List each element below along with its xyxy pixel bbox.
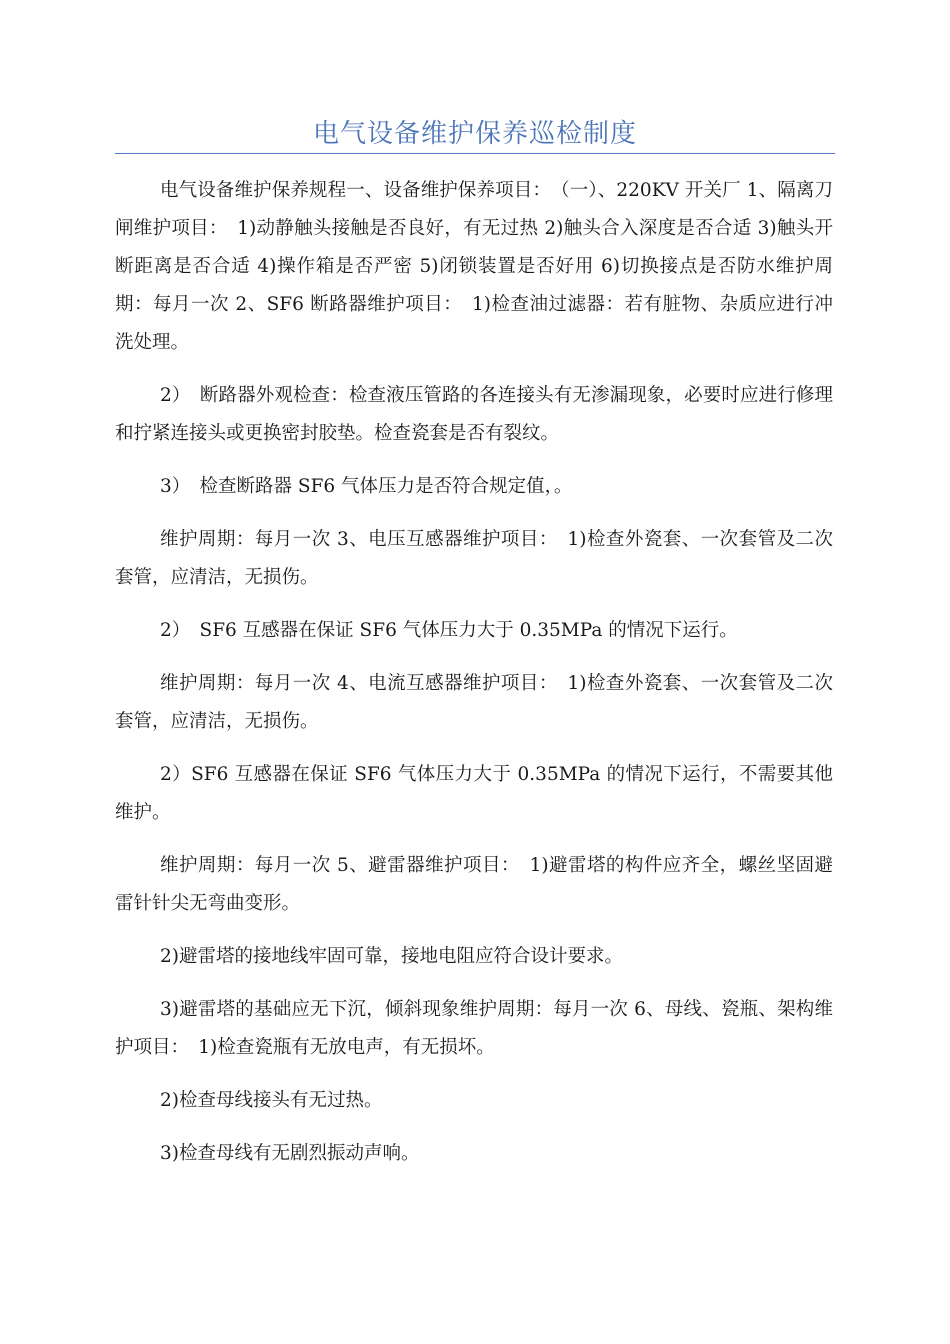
- paragraph-6: 维护周期：每月一次 4、电流互感器维护项目： 1)检查外瓷套、一次套管及二次套管，应清洁，无损伤。: [115, 673, 833, 732]
- paragraph-9: 2)避雷塔的接地线牢固可靠，接地电阻应符合设计要求。: [160, 946, 623, 967]
- title-divider: [115, 153, 835, 154]
- paragraph-11: 2)检查母线接头有无过热。: [160, 1090, 383, 1111]
- document-body: [115, 172, 833, 1188]
- page-title: 电气设备维护保养巡检制度: [312, 119, 637, 149]
- paragraph-5: 2） SF6 互感器在保证 SF6 气体压力大于 0.35MPa 的情况下运行。: [160, 620, 738, 641]
- paragraph-10: 3)避雷塔的基础应无下沉，倾斜现象维护周期：每月一次 6、母线、瓷瓶、架构维护项目： 1)检查瓷瓶有无放电声，有无损坏。: [115, 999, 833, 1058]
- paragraph-12: 3)检查母线有无剧烈振动声响。: [160, 1143, 420, 1164]
- paragraph-3: 3） 检查断路器 SF6 气体压力是否符合规定值，。: [160, 476, 573, 497]
- paragraph-1: 电气设备维护保养规程一、设备维护保养项目： （一）、220KV 开关厂 1、隔离刀闸维护项目： 1)动静触头接触是否良好，有无过热 2)触头合入深度是否合适 3)触头开断距离是否合适 4)操作箱是否严密 5)闭锁装置是否好用 6)切换接点是否防水维护周期：每月一次 2、SF6 断路器维护项目： 1)检查油过滤器：若有脏物、杂质应进行冲洗处理。: [115, 180, 833, 353]
- paragraph-2: 2） 断路器外观检查：检查液压管路的各连接头有无渗漏现象，必要时应进行修理和拧紧连接头或更换密封胶垫。检查瓷套是否有裂纹。: [115, 385, 833, 444]
- title-block: [115, 112, 835, 156]
- paragraph-7: 2）SF6 互感器在保证 SF6 气体压力大于 0.35MPa 的情况下运行，不需要其他维护。: [115, 764, 833, 823]
- paragraph-4: 维护周期：每月一次 3、电压互感器维护项目： 1)检查外瓷套、一次套管及二次套管，应清洁，无损伤。: [115, 529, 833, 588]
- paragraph-8: 维护周期：每月一次 5、避雷器维护项目： 1)避雷塔的构件应齐全，螺丝坚固避雷针针尖无弯曲变形。: [115, 855, 833, 914]
